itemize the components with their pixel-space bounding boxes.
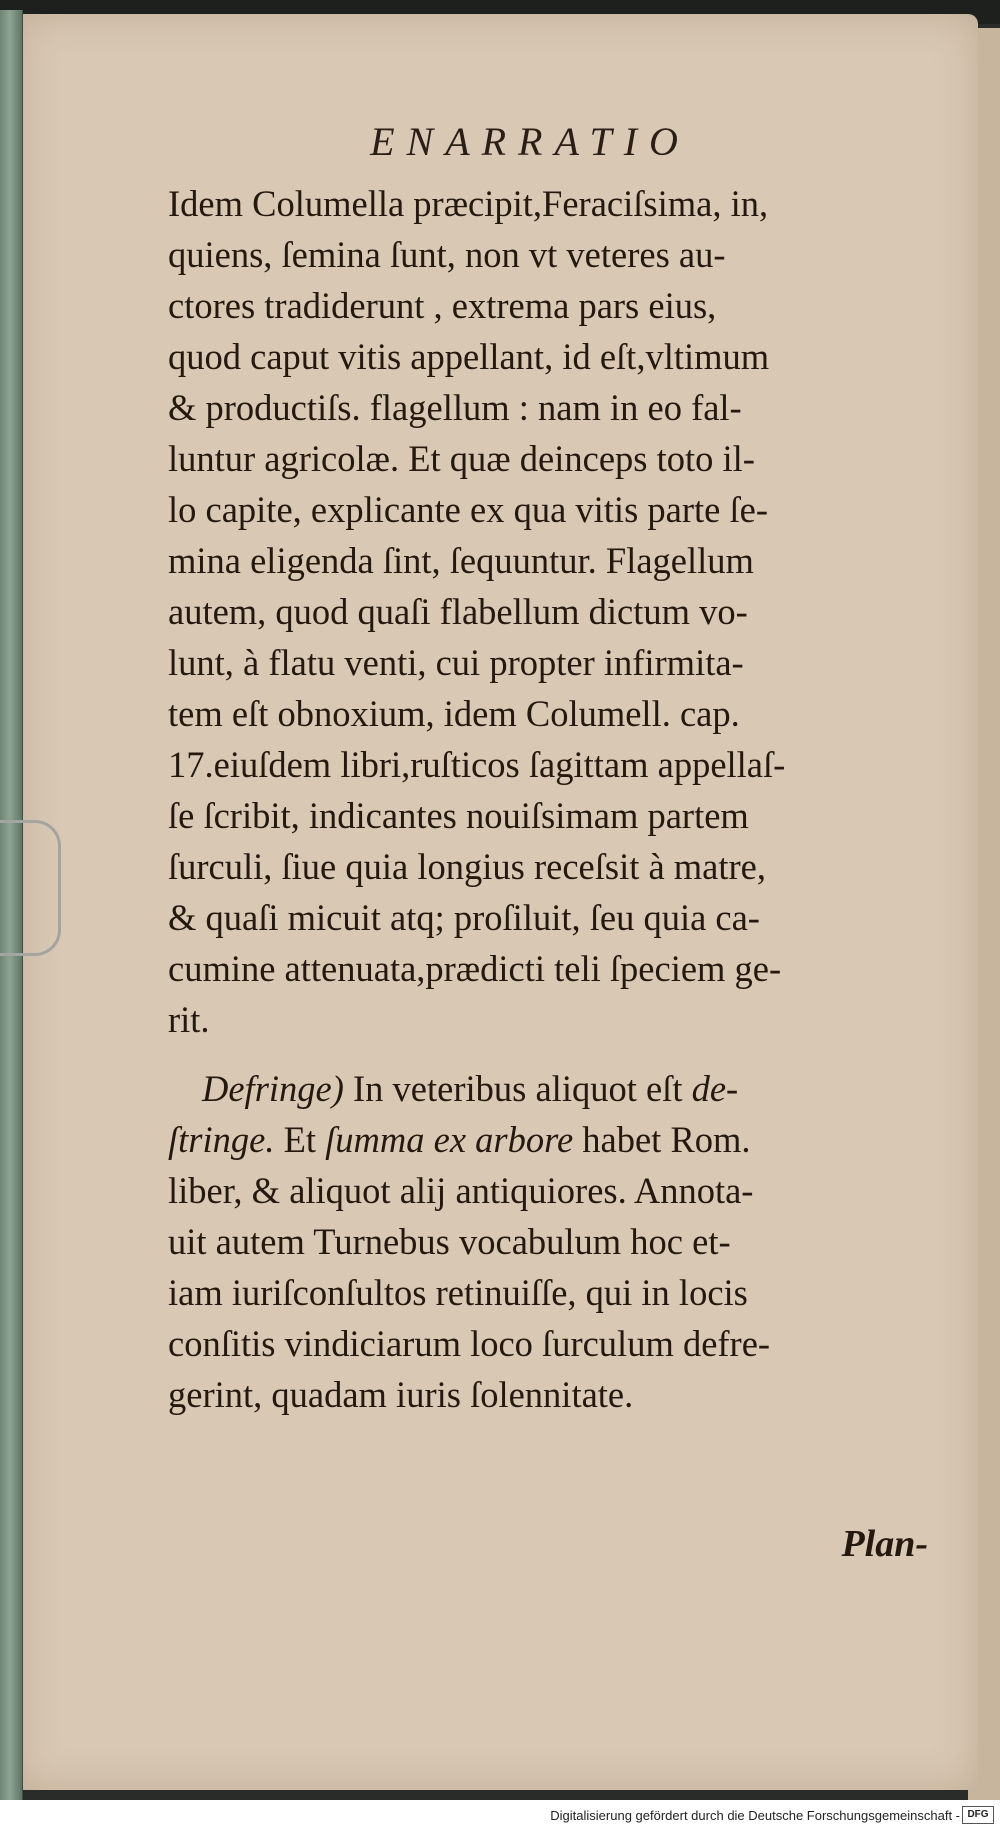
clip-mark xyxy=(0,820,61,956)
text-segment: tem eſt obnoxium, idem Columell. cap. xyxy=(168,693,740,734)
text-line xyxy=(168,994,934,1045)
text-line xyxy=(168,178,934,229)
text-segment: autem, quod quaſi flabellum dictum vo- xyxy=(168,591,748,632)
text-segment: Et xyxy=(274,1119,326,1160)
text-segment: 17.eiuſdem libri,ruſticos ſagittam appellaſ- xyxy=(168,744,786,785)
text-segment: lo capite, explicante ex qua vitis parte ſe- xyxy=(168,489,768,530)
text-segment: ſe ſcribit, indicantes nouiſsimam partem xyxy=(168,795,749,836)
text-segment: iam iuriſconſultos retinuiſſe, qui in locis xyxy=(168,1272,748,1313)
text-segment: In veteribus aliquot eſt xyxy=(343,1068,692,1109)
catchword: Plan- xyxy=(841,1523,928,1565)
text-line xyxy=(168,1063,934,1114)
text-segment: conſitis vindiciarum loco ſurculum defre- xyxy=(168,1323,771,1364)
text-line xyxy=(168,1114,934,1165)
text-line xyxy=(168,1267,934,1318)
text-segment: quod caput vitis appellant, id eſt,vltimum xyxy=(168,336,770,377)
running-head: ENARRATIO xyxy=(370,119,690,164)
italic-segment: Defringe) xyxy=(202,1068,344,1109)
text-line xyxy=(168,1165,934,1216)
footer-credit: Digitalisierung gefördert durch die Deutsche Forschungsgemeinschaft - xyxy=(550,1808,960,1823)
italic-segment: de- xyxy=(691,1068,739,1109)
text-line xyxy=(168,535,934,586)
text-line xyxy=(168,1369,934,1420)
text-line xyxy=(168,688,934,739)
text-line xyxy=(168,433,934,484)
body-text xyxy=(168,178,934,1420)
text-line xyxy=(168,943,934,994)
text-line xyxy=(168,586,934,637)
text-line xyxy=(168,229,934,280)
text-line xyxy=(168,841,934,892)
text-segment: ſurculi, ſiue quia longius receſsit à matre, xyxy=(168,846,767,887)
text-line xyxy=(168,637,934,688)
text-segment: habet Rom. xyxy=(573,1119,751,1160)
paragraph-gap xyxy=(168,1045,934,1063)
text-line xyxy=(168,892,934,943)
text-line xyxy=(168,382,934,433)
text-line xyxy=(168,1318,934,1369)
text-segment: Idem Columella præcipit,Feraciſsima, in, xyxy=(168,183,769,224)
text-line xyxy=(168,484,934,535)
text-segment: liber, & aliquot alij antiquiores. Annota- xyxy=(168,1170,754,1211)
text-line xyxy=(168,280,934,331)
text-segment: ctores tradiderunt , extrema pars eius, xyxy=(168,285,717,326)
text-segment: cumine attenuata,prædicti teli ſpeciem ge- xyxy=(168,948,782,989)
text-segment: uit autem Turnebus vocabulum hoc et- xyxy=(168,1221,731,1262)
text-line xyxy=(168,331,934,382)
text-line xyxy=(168,1216,934,1267)
text-segment: mina eligenda ſint, ſequuntur. Flagellum xyxy=(168,540,754,581)
text-segment: quiens, ſemina ſunt, non vt veteres au- xyxy=(168,234,726,275)
italic-segment: ſumma ex arbore xyxy=(325,1119,574,1160)
text-segment: & productiſs. flagellum : nam in eo fal- xyxy=(168,387,742,428)
text-segment: rit. xyxy=(168,999,210,1040)
text-segment: gerint, quadam iuris ſolennitate. xyxy=(168,1374,634,1415)
dfg-logo-icon: DFG xyxy=(962,1806,994,1824)
text-line xyxy=(168,790,934,841)
text-segment: lunt, à flatu venti, cui propter infirmita- xyxy=(168,642,744,683)
text-segment: & quaſi micuit atq; proſiluit, ſeu quia ca- xyxy=(168,897,760,938)
text-segment: luntur agricolæ. Et quæ deinceps toto il- xyxy=(168,438,755,479)
text-line xyxy=(168,739,934,790)
italic-segment: ſtringe. xyxy=(168,1119,275,1160)
